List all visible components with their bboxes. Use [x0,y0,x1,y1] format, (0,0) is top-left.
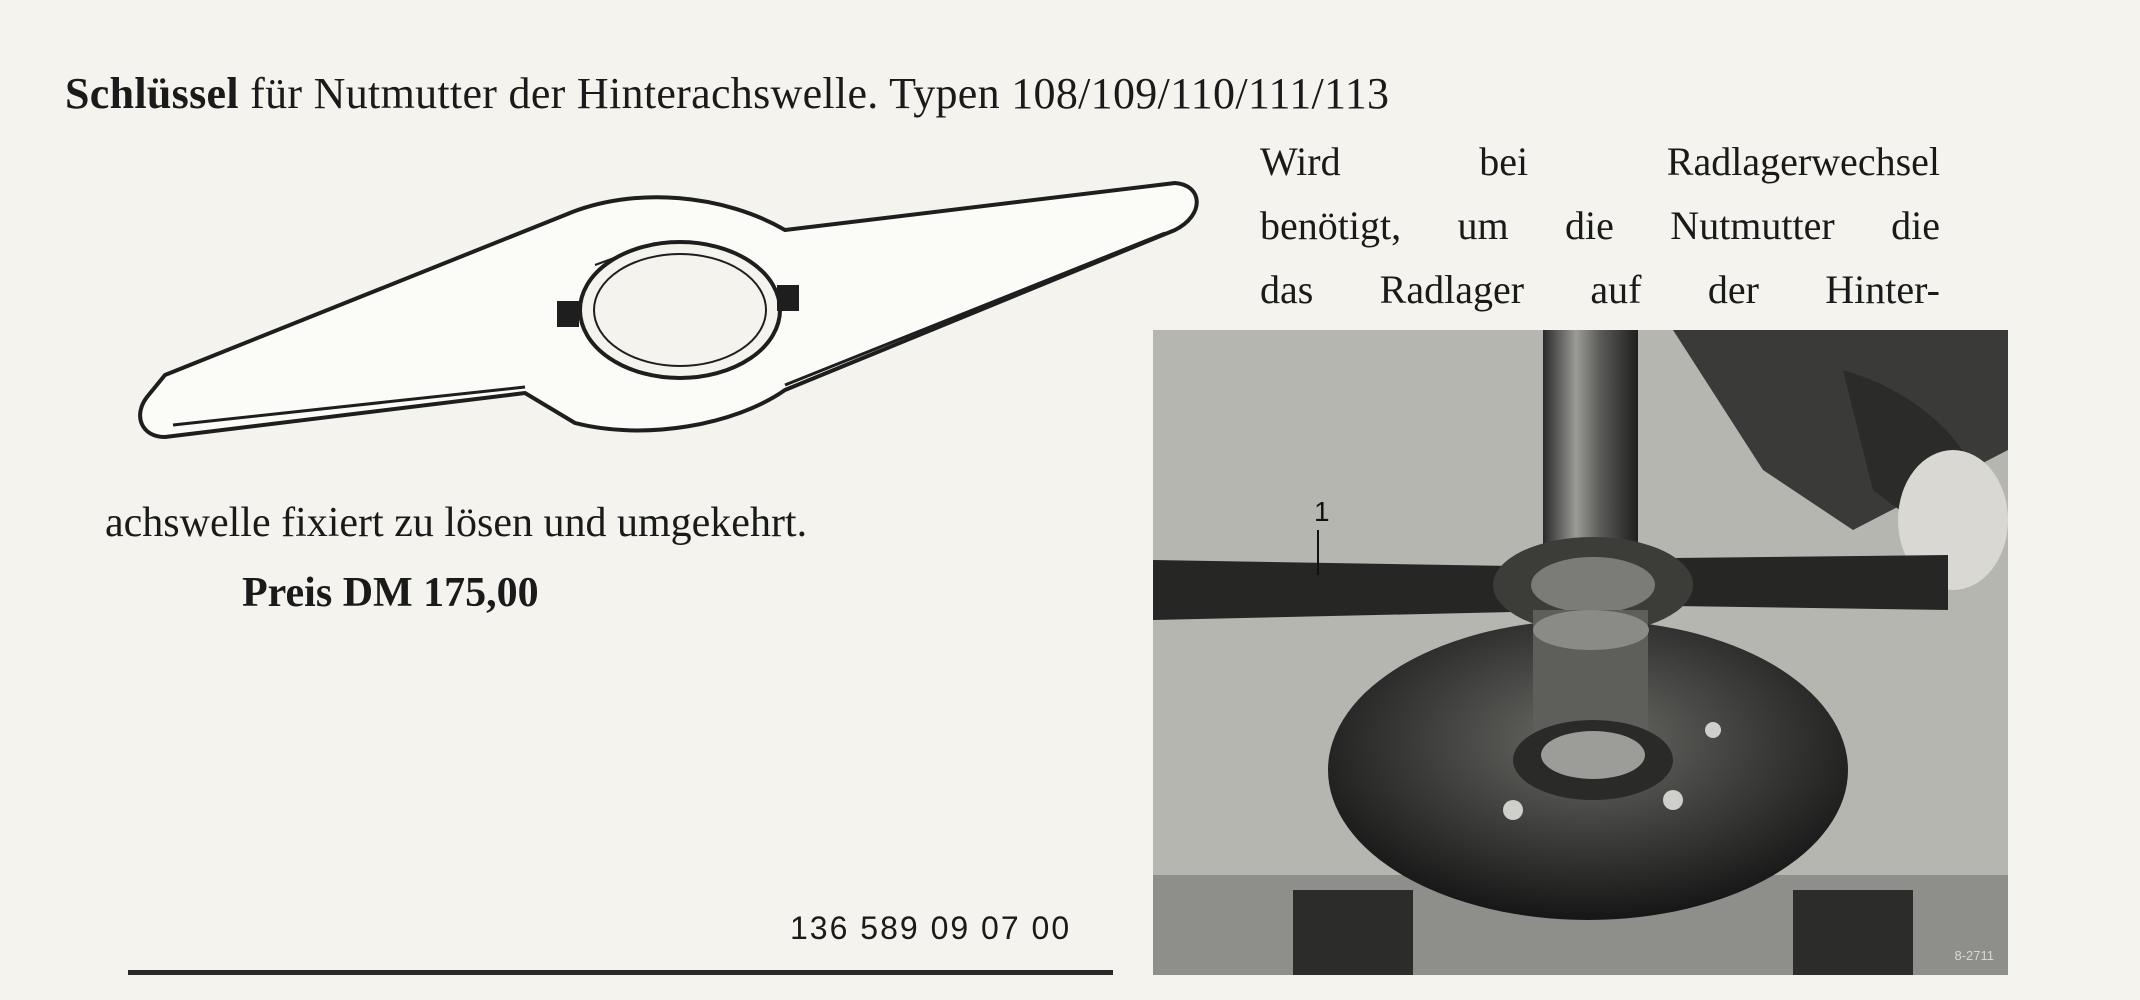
description-line: Wird bei Radlagerwechsel [1260,139,1940,184]
title-rest: für Nutmutter der Hinterachswelle. Typen 108/109/110/111/113 [238,69,1390,118]
tool-photo [1153,330,2008,975]
callout-number: 1 [1314,496,1330,527]
price-label: Preis DM 175,00 [242,570,539,616]
description-line: das Radlager auf der Hinter- [1260,267,1940,312]
tool-in-use-photo [1153,330,2008,975]
wrench-illustration [125,175,1215,455]
tool-title [65,68,1565,120]
divider-rule [128,970,1113,975]
description-block [1260,130,1940,322]
photo-code: 8-2711 [1954,948,1994,963]
part-number: 136 589 09 07 00 [790,910,1072,946]
title-bold: Schlüssel [65,69,239,118]
description-line: benötigt, um die Nutmutter die [1260,203,1940,248]
description-continuation: achswelle fixiert zu lösen und umgekehrt. [105,500,808,546]
